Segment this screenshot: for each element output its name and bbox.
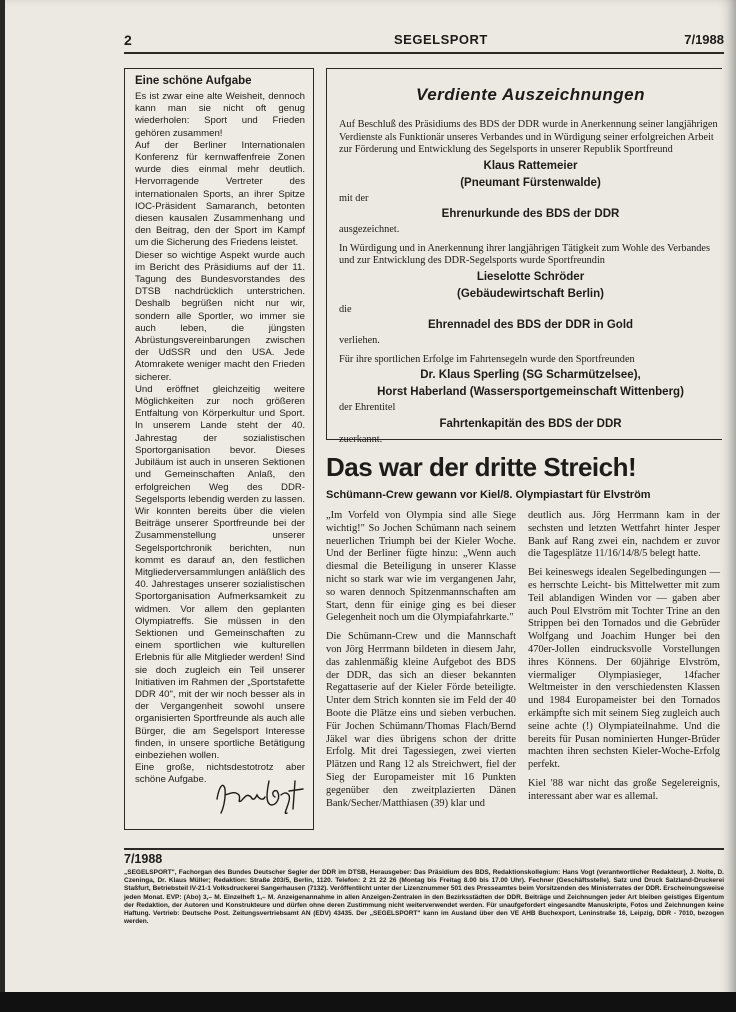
article-headline: Das war der dritte Streich!	[326, 452, 637, 482]
article-paragraph: „Im Vorfeld von Olympia sind alle Siege wichtig!" So Jochen Schümann nach seinem neuerlichen Triumph bei der Kieler Woche. Und der Berliner fügte hinzu: „Wenn auch diesmal die Beteiligung in unserer Klasse nicht so stark war wie im vergangenen Jahr, so waren dennoch Spitzenmannschaften am Start, denn für einige ging es bei dieser Gelegenheit noch um die Olympiafahrkarte."	[326, 510, 516, 624]
awards-closing: ausgezeichnet.	[339, 224, 400, 235]
imprint-text: „SEGELSPORT", Fachorgan des Bundes Deutscher Segler der DDR im DTSB, Herausgeber: Das Präsidium des BDS, Redaktionskollegium: Hans Vogt (verantwortlicher Redakteur), J. Nolte, D. Czeninga, Dr. Klaus Müller; Redaktion: Straße 203/5, Berlin, 1120. Telefon: 2 21 22 26 (Montag bis Freitag 8.00 bis 17.00 Uhr). Fechner (Geschäftsstelle). Satz und Druck Salzland-Druckerei Staßfurt, Betriebsteil IV-21-1 Volksdruckerei Sangerhausen (7132). Veröffentlicht unter der Lizenznummer 501 des Presseamtes beim Vorsitzenden des Ministerrates der DDR. Erscheinungsweise jeden Monat. EVP: (Abo) 3,– M. Einzelheft 1,– M. Anzeigenannahme in allen Anzeigen-Zentralen in den Bezirksstädten der DDR. Beiträge und Zeichnungen jeder Art bleiben geistiges Eigentum der Redaktion, der Autoren und Konstrukteure und dürfen ohne deren Zustimmung nicht weiterverwendet werden. Für unaufgefordert eingesandte Manuskripte, Fotos und Zeichnungen keine Haftung. Vertrieb: Deutsche Post. Zeitungsvertriebsamt AN (EDV) 43435. Der „SEGELSPORT" kann im Ausland über den VE AHB Buchexport, Leninstraße 16, Leipzig, DDR - 7010, bezogen werden.	[124, 869, 724, 926]
awardee-name: Horst Haberland (Wassersportgemeinschaft Wittenberg)	[377, 386, 684, 398]
editorial-paragraph: Es ist zwar eine alte Weisheit, dennoch kann man sie nicht oft genug wiederholen: Sport und Frieden gehören zusammen!	[135, 91, 305, 139]
binding-edge	[0, 0, 5, 1012]
header-rule	[124, 52, 724, 54]
magazine-name: SEGELSPORT	[394, 32, 488, 47]
award-name: Ehrennadel des BDS der DDR in Gold	[427, 319, 634, 331]
awards-connector: der Ehrentitel	[339, 402, 396, 413]
article-paragraph: deutlich aus. Jörg Herrmann kam in der sechsten und letzten Wettfahrt hinter Jesper Bank auf Rang zwei ein, nachdem er zuvor die Tagesplätze 11/16/14/8/5 belegt hatte.	[528, 510, 720, 560]
awards-intro: In Würdigung und in Anerkennung ihrer langjährigen Tätigkeit zum Wohle des Verbandes und zur Entwicklung des DDR-Segelsports wurde Sportfreundin	[339, 242, 711, 266]
article-column-2	[528, 510, 720, 810]
awards-connector: mit der	[339, 192, 369, 204]
editorial-paragraph: Auf der Berliner Internationalen Konferenz für kernwaffenfreie Zonen wurde dies einmal mehr deutlich. Hervorragende Vertreter des internationalen Sports, an ihrer Spitze IOC-Präsident Samaranch, betonten diesen kausalen Zusammenhang und den Beitrag, den der Sport im Kampf um die Sicherung des Friedens leistet.	[135, 139, 305, 249]
awards-title: Verdiente Auszeichnungen	[416, 85, 645, 104]
article-subheadline: Schümann-Crew gewann vor Kiel/8. Olympiastart für Elvström	[326, 489, 651, 501]
footer-issue: 7/1988	[124, 852, 163, 866]
awardee-club: (Gebäudewirtschaft Berlin)	[457, 287, 604, 300]
awards-connector: die	[339, 303, 352, 315]
editorial-title: Eine schöne Aufgabe	[135, 75, 252, 87]
awards-box	[326, 68, 722, 445]
awardee-club: (Pneumant Fürstenwalde)	[460, 176, 601, 189]
editorial-paragraph: Dieser so wichtige Aspekt wurde auch im Bericht des Präsidiums auf der 11. Tagung des Bundesvorstandes des DTSB nachdrücklich unterstrichen. Deshalb begrüßen nicht nur wir, sondern alle Sportler, wo immer sie auch leben, die jüngsten Abrüstungsvereinbarungen zwischen der UdSSR und den USA. Jede Atomrakete weniger macht den Frieden sicherer.	[135, 249, 305, 383]
award-name: Fahrtenkapitän des BDS der DDR	[439, 417, 622, 430]
awards-intro: Für ihre sportlichen Erfolge im Fahrtensegeln wurde den Sportfreunden	[339, 353, 635, 365]
handwritten-signature	[211, 769, 311, 819]
scan-border	[0, 992, 736, 1012]
awards-closing: zuerkannt.	[339, 433, 383, 445]
award-name: Ehrenurkunde des BDS der DDR	[441, 208, 620, 220]
awardee-name: Dr. Klaus Sperling (SG Scharmützelsee),	[420, 369, 641, 381]
page-number: 2	[124, 32, 132, 48]
awardee-name: Klaus Rattemeier	[483, 159, 578, 172]
page-header	[124, 32, 724, 54]
article-paragraph: Die Schümann-Crew und die Mannschaft von Jörg Herrmann bildeten in diesem Jahr, das zahlenmäßig kleine Aufgebot des BDS der DDR, das sich an dieser bekannten Regattaserie auf der Kieler Förde beteiligte. Unter dem Strich konnten sie im Feld der 40 Boote die Plätze eins und sieben verbuchen. Für Jochen Schümann/Thomas Flach/Bernd Jäkel war dies übrigens schon der dritte Erfolg. Mit drei Tagessiegen, zwei vierten Plätzen und Rang 12 als Streichwert, fiel der Sieg der Europameister mit 16 Punkten gegenüber den zweitplazierten Dänen Bank/Secher/Matthiasen (39) klar und	[326, 631, 516, 809]
awardee-name: Lieselotte Schröder	[476, 270, 585, 283]
article-column-1	[326, 510, 516, 816]
article-paragraph: Bei keineswegs idealen Segelbedingungen — es herrschte Leicht- bis Mittelwetter mit zum Teil ablandigen Winden vor — gaben aber auch Poul Elvström mit Tochter Trine an den Strippen bei den Tornados und die Gebrüder Wolfgang und Joachim Hunger bei den 470er-Jollen eindrucksvolle Vorstellungen ihres Könnens. Der 60jährige Elvström, viermaliger Olympiasieger, 14facher Weltmeister in den verschiedensten Klassen und 1984 Europameister bei den Tornados erkämpfte sich mit seinem Sieg zugleich auch seine achte (!) Olympiateilnahme. Und die bereits für Pusan nominierten Hunger-Brüder machten ihren sechsten Kieler-Woche-Erfolg perfekt.	[528, 567, 720, 771]
awards-closing: verliehen.	[339, 335, 380, 346]
editorial-paragraph: Und eröffnet gleichzeitig weitere Möglichkeiten zur noch größeren Entfaltung von Körperkultur und Sport. In unserem Lande steht der 40. Jahrestag der sozialistischen Sportorganisation bevor. Dieses Jubiläum ist auch in unseren Sektionen und Gemeinschaften Anlaß, den erfolgreichen Weg des DDR-Segelsports lebendig werden zu lassen. Wir konnten bereits über die vielen Beiträge unserer Sportfreunde bei der Zusammenstellung unserer Segelsportchronik berichten, nun kommt es darauf an, den festlichen Mitgliederversammlungen anläßlich des 40. Jahrestages unserer sozialistischen Sportorganisation Aufmerksamkeit zu widmen. Vor allem den geplanten Olympiatreffs. Sie müssen in den Sektionen und Gemeinschaften zu einem sportlichen wie kulturellen Erlebnis für alle Mitglieder werden! Sind sie doch zugleich ein Teil unserer Initiativen im Rahmen der „Sportstafette DDR 40", mit der wir noch besser als in der Vergangenheit sowohl unsere organisierten Sportfreunde als auch alle Bürger, die am Segelsport Interesse finden, in unsere sportliche Betätigung einbeziehen wollen.	[135, 383, 305, 761]
issue-number: 7/1988	[684, 32, 724, 47]
awards-intro: Auf Beschluß des Präsidiums des BDS der DDR wurde in Anerkennung seiner langjährigen Verdienste als Funktionär unseres Verbandes und in Würdigung seiner erfolgreichen Arbeit zur Förderung und Entwicklung des Segelsports in unserer Republik Sportfreund	[339, 119, 718, 155]
article-paragraph: Kiel '88 war nicht das große Segelereignis, interessant aber war es allemal.	[528, 777, 720, 802]
editorial-paragraph: Eine große, nichtsdestotrotz aber schöne Aufgabe.	[135, 762, 305, 786]
footer-rule	[124, 848, 724, 850]
editorial-box	[124, 68, 314, 830]
